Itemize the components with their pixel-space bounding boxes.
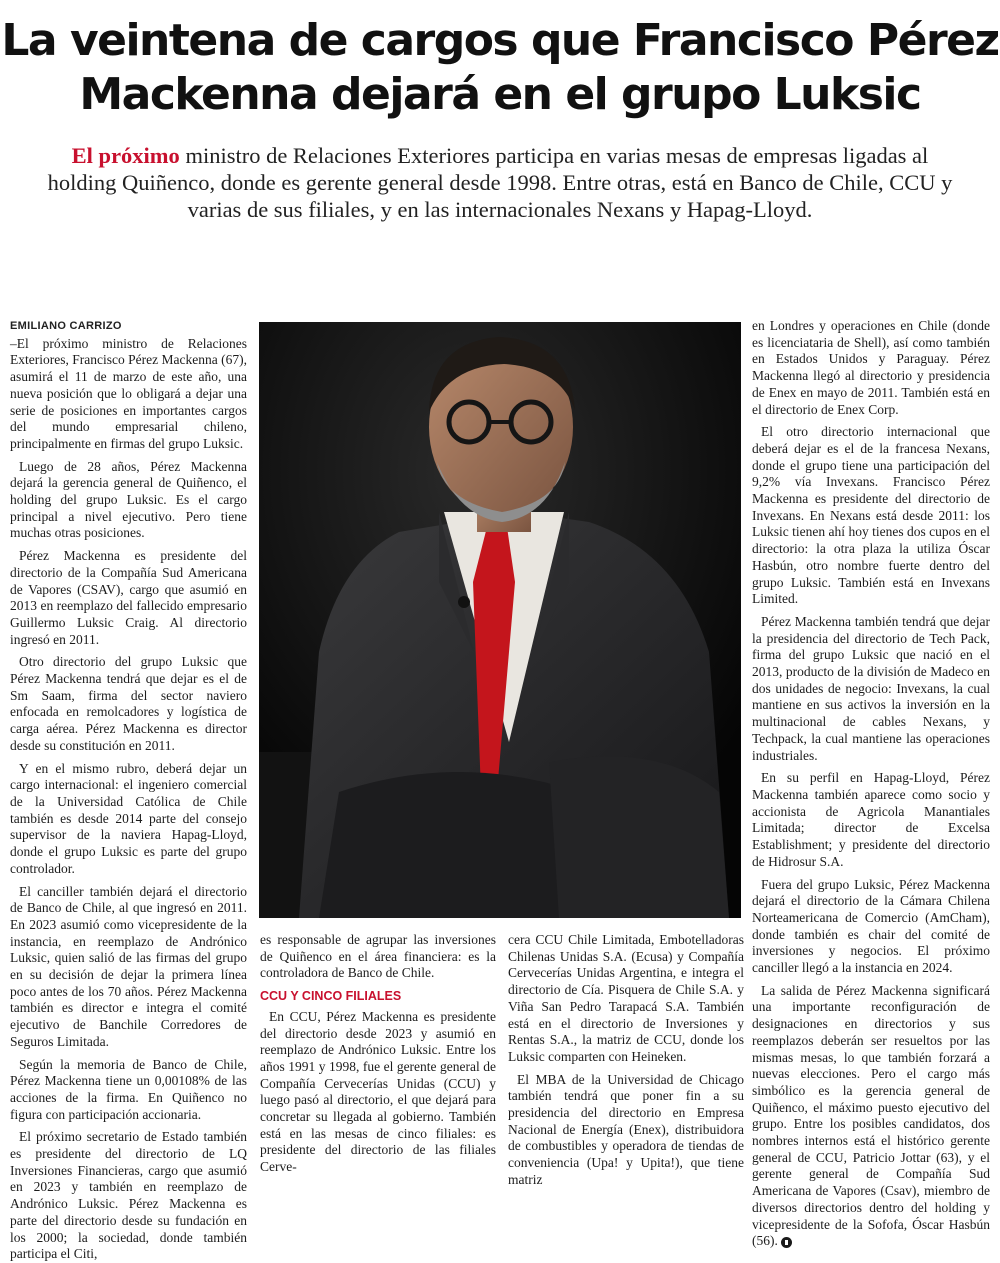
- paragraph: El próximo secretario de Estado también es presidente del directorio de LQ Inversiones Financieras, cargo que asumió en 2023 y también en reemplazo de Andrónico Luksic. Pérez Mackenna es parte del directorio desde su fundación en los 2000; la sociedad, donde también participa el Citi,: [10, 1129, 247, 1262]
- portrait-illustration: [259, 322, 741, 918]
- article-column-4: [752, 318, 990, 1249]
- paragraph: es responsable de agrupar las inversiones de Quiñenco en el área financiera: es la controladora de Banco de Chile.: [260, 932, 496, 981]
- paragraph-text: La salida de Pérez Mackenna significará una importante reconfiguración de designaciones en directorios y sus reemplazos deberán ser resueltos por las mismas mesas, lo que también forzará a nuevas elecciones. Pero el cargo más simbólico es la gerencia general de Quiñenco, el máximo puesto ejecutivo del grupo. Entre los posibles candidatos, dos nombres internos está el histórico gerente general de CCU, Patricio Jottar (63), y el gerente general de Compañía Sud Americana de Vapores (Csav), miembro de diversos directorios dentro del holding y vicepresidente de la Sofofa, Óscar Hasbún (56).: [752, 982, 990, 1249]
- paragraph: El canciller también dejará el directorio de Banco de Chile, al que ingresó en 2011. En 2023 asumió como vicepresidente de la instancia, en reemplazo de Andrónico Luksic, quien salió de las firmas del grupo en su decisión de dejar la primera línea poco antes de los 70 años. Pérez Mackenna también es director e integra el comité ejecutivo de Banchile Corredores de Seguros Limitada.: [10, 883, 247, 1049]
- section-subhead: CCU Y CINCO FILIALES: [260, 989, 402, 1004]
- paragraph: Luego de 28 años, Pérez Mackenna dejará la gerencia general de Quiñenco, el holding del grupo Luksic. Es el cargo principal a nivel ejecutivo. Pero tiene muchas otras posiciones.: [10, 458, 247, 541]
- paragraph: Y en el mismo rubro, deberá dejar un cargo internacional: el ingeniero comercial de la Universidad Católica de Chile también es desde 2014 parte del consejo supervisor de la naviera Hapag-Lloyd, donde el grupo Luksic es parte del grupo controlador.: [10, 760, 247, 876]
- headline-line-1: La veintena de cargos que Francisco Pérez: [1, 15, 999, 66]
- portrait-photo: [259, 322, 741, 918]
- paragraph: Fuera del grupo Luksic, Pérez Mackenna dejará el directorio de la Cámara Chilena Norteamericana de Comercio (AmCham), donde también es chair del comité de inversiones y negocios. El próximo canciller llegó a la instancia en 2024.: [752, 876, 990, 976]
- paragraph: En su perfil en Hapag-Lloyd, Pérez Mackenna también aparece como socio y accionista de Agricola Manantiales Limitada; director de Excelsa Establishment; y presidente del directorio de Hidrosur S.A.: [752, 770, 990, 869]
- paragraph: Pérez Mackenna también tendrá que dejar la presidencia del directorio de Tech Pack, firma del grupo Luksic que nació en el 2013, producto de la división de Madeco en dos unidades de negocio: Invexans, la cual mantiene en sus activos la inversión en la multinacional de cables Nexans, y Techpack, la cual mantiene las operaciones industriales.: [752, 613, 990, 763]
- article-column-1: [10, 318, 247, 1262]
- paragraph: Otro directorio del grupo Luksic que Pérez Mackenna tendrá que dejar es el de Sm Saam, firma del sector naviero enfocada en remolcadores y logística de carga aérea. Pérez Mackenna es director desde su constitución en 2011.: [10, 654, 247, 753]
- article-column-2: [260, 932, 496, 1175]
- paragraph-last: [752, 983, 990, 1250]
- paragraph: Pérez Mackenna es presidente del directorio de la Compañía Sud Americana de Vapores (CSAV), cargo que asumió en 2013 en reemplazo del fallecido empresario Guillermo Luksic Craig. Al directorio ingresó en 2011.: [10, 548, 247, 647]
- headline-line-2: Mackenna dejará en el grupo Luksic: [79, 69, 921, 120]
- lede-kicker: El próximo: [71, 143, 180, 168]
- article-lede: [40, 142, 960, 223]
- end-of-article-icon: [781, 1237, 792, 1248]
- article-column-3: [508, 932, 744, 1187]
- byline: EMILIANO CARRIZO: [10, 320, 122, 332]
- paragraph: en Londres y operaciones en Chile (donde es licenciataria de Shell), así como también en Estados Unidos y Paraguay. Pérez Mackenna llegó al directorio y presidencia de Enex en mayo de 2011. También está en el directorio de Enex Corp.: [752, 318, 990, 417]
- paragraph: El MBA de la Universidad de Chicago también tendrá que poner fin a su presidencia del directorio en Empresa Nacional de Energía (Enex), distribuidora de combustibles y operadora de tiendas de conveniencia (Upa! y Upita!), que tiene matriz: [508, 1071, 744, 1187]
- paragraph: cera CCU Chile Limitada, Embotelladoras Chilenas Unidas S.A. (Ecusa) y Compañía Cervecerías Unidas Argentina, e integra el directorio de Cía. Pisquera de Chile S.A. y Viña San Pedro Tarapacá S.A. También está en el directorio de Inversiones y Rentas S.A., la matriz de CCU, donde los Luksic comparten con Heineken.: [508, 932, 744, 1064]
- article-headline: [0, 14, 1000, 122]
- paragraph: El otro directorio internacional que deberá dejar es el de la francesa Nexans, donde el grupo tiene una participación del 9,2% vía Invexans. Francisco Pérez Mackenna es presidente del directorio de Invexans. En Nexans está desde 2011: los Luksic tienen ahí hoy tienes dos cupos en el directorio: la otra plaza la utiliza Óscar Hasbún, otro nombre fuerte dentro del grupo Luksic. También está en Invexans Limited.: [752, 424, 990, 607]
- paragraph: Según la memoria de Banco de Chile, Pérez Mackenna tiene un 0,00108% de las acciones de la firma. En Quiñenco no figura con participación accionaria.: [10, 1056, 247, 1122]
- lede-text: ministro de Relaciones Exteriores participa en varias mesas de empresas ligadas al holding Quiñenco, donde es gerente general desde 1998. Entre otras, está en Banco de Chile, CCU y varias de sus filiales, y en las internacionales Nexans y Hapag-Lloyd.: [47, 143, 953, 222]
- paragraph: En CCU, Pérez Mackenna es presidente del directorio desde 2023 y asumió en reemplazo de Andrónico Luksic. Entre los años 1991 y 1998, fue el gerente general de Compañía Cervecerías Unidas (CCU) y luego pasó al directorio, el que dejará para concretar su llegada al gobierno. También está en las mesas de cinco filiales: es presidente del directorio de las filiales Cerve-: [260, 1008, 496, 1175]
- paragraph: –El próximo ministro de Relaciones Exteriores, Francisco Pérez Mackenna (67), asumirá el 11 de marzo de este año, una nueva posición que lo obligará a dejar una serie de posiciones en importantes cargos del mundo empresarial chileno, principalmente en firmas del grupo Luksic.: [10, 335, 247, 451]
